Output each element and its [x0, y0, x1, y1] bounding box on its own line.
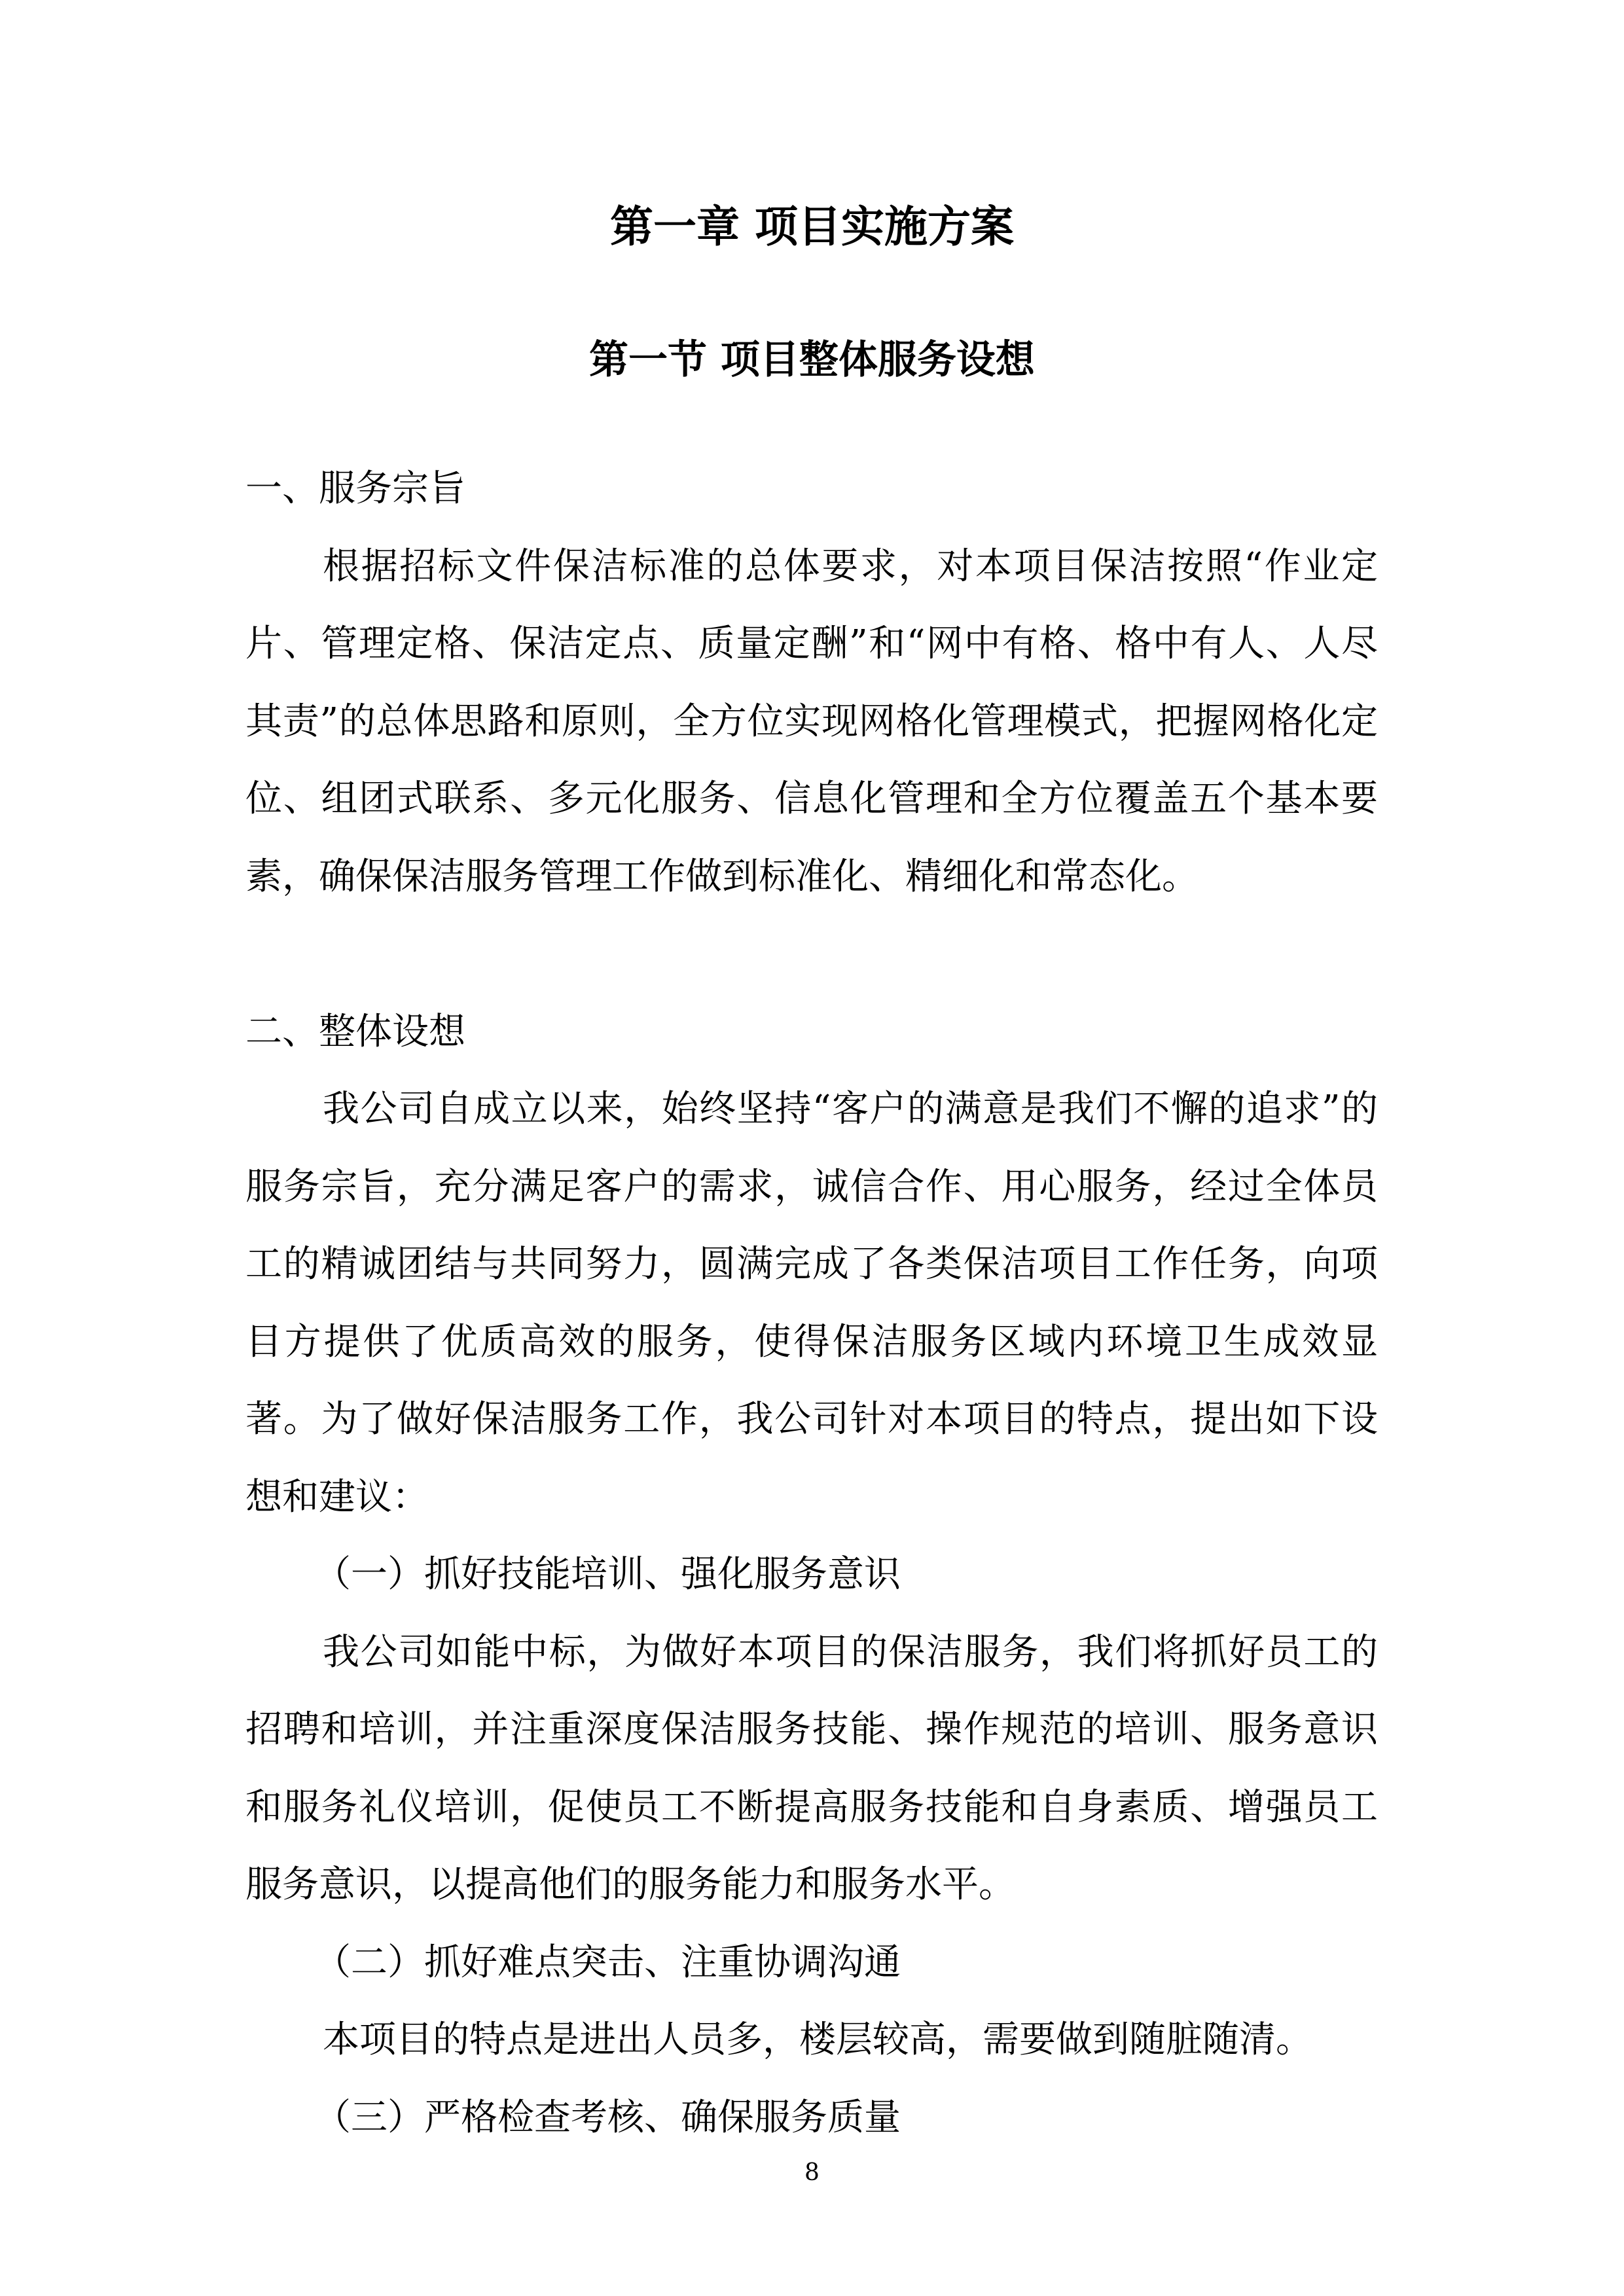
paragraph-gap: [245, 916, 1378, 994]
section-title: 第一节 项目整体服务设想: [589, 337, 1035, 383]
subheading-quality-check: （三）严格检查考核、确保服务质量: [314, 2096, 901, 2139]
chapter-title: 第一章 项目实施方案: [610, 201, 1014, 252]
subheading-coordination: （二）抓好难点突击、注重协调沟通: [314, 1941, 901, 1984]
page-number: 8: [804, 2159, 820, 2186]
subheading-training: （一）抓好技能培训、强化服务意识: [314, 1553, 901, 1596]
paragraph-service-purpose: 根据招标文件保洁标准的总体要求，对本项目保洁按照“作业定片、管理定格、保洁定点、质量定酬”和“网中有格、格中有人、人尽其责”的总体思路和原则，全方位实现网格化管理模式，把握网格化定位、组团式联系、多元化服务、信息化管理和全方位覆盖五个基本要素，确保保洁服务管理工作做到标准化、精细化和常态化。: [245, 545, 1378, 898]
document-body: [245, 450, 1378, 2157]
heading-service-purpose: 一、服务宗旨: [245, 467, 465, 510]
paragraph-coordination: 本项目的特点是进出人员多，楼层较高，需要做到随脏随清。: [323, 2018, 1312, 2061]
paragraph-overall-plan: 我公司自成立以来，始终坚持“客户的满意是我们不懈的追求”的服务宗旨，充分满足客户的需求，诚信合作、用心服务，经过全体员工的精诚团结与共同努力，圆满完成了各类保洁项目工作任务，向项目方提供了优质高效的服务，使得保洁服务区域内环境卫生成效显著。为了做好保洁服务工作，我公司针对本项目的特点，提出如下设想和建议：: [245, 1088, 1378, 1518]
heading-overall-plan: 二、整体设想: [245, 1010, 465, 1053]
paragraph-training: 我公司如能中标，为做好本项目的保洁服务，我们将抓好员工的招聘和培训，并注重深度保洁服务技能、操作规范的培训、服务意识和服务礼仪培训，促使员工不断提高服务技能和自身素质、增强员工服务意识，以提高他们的服务能力和服务水平。: [245, 1630, 1378, 1906]
